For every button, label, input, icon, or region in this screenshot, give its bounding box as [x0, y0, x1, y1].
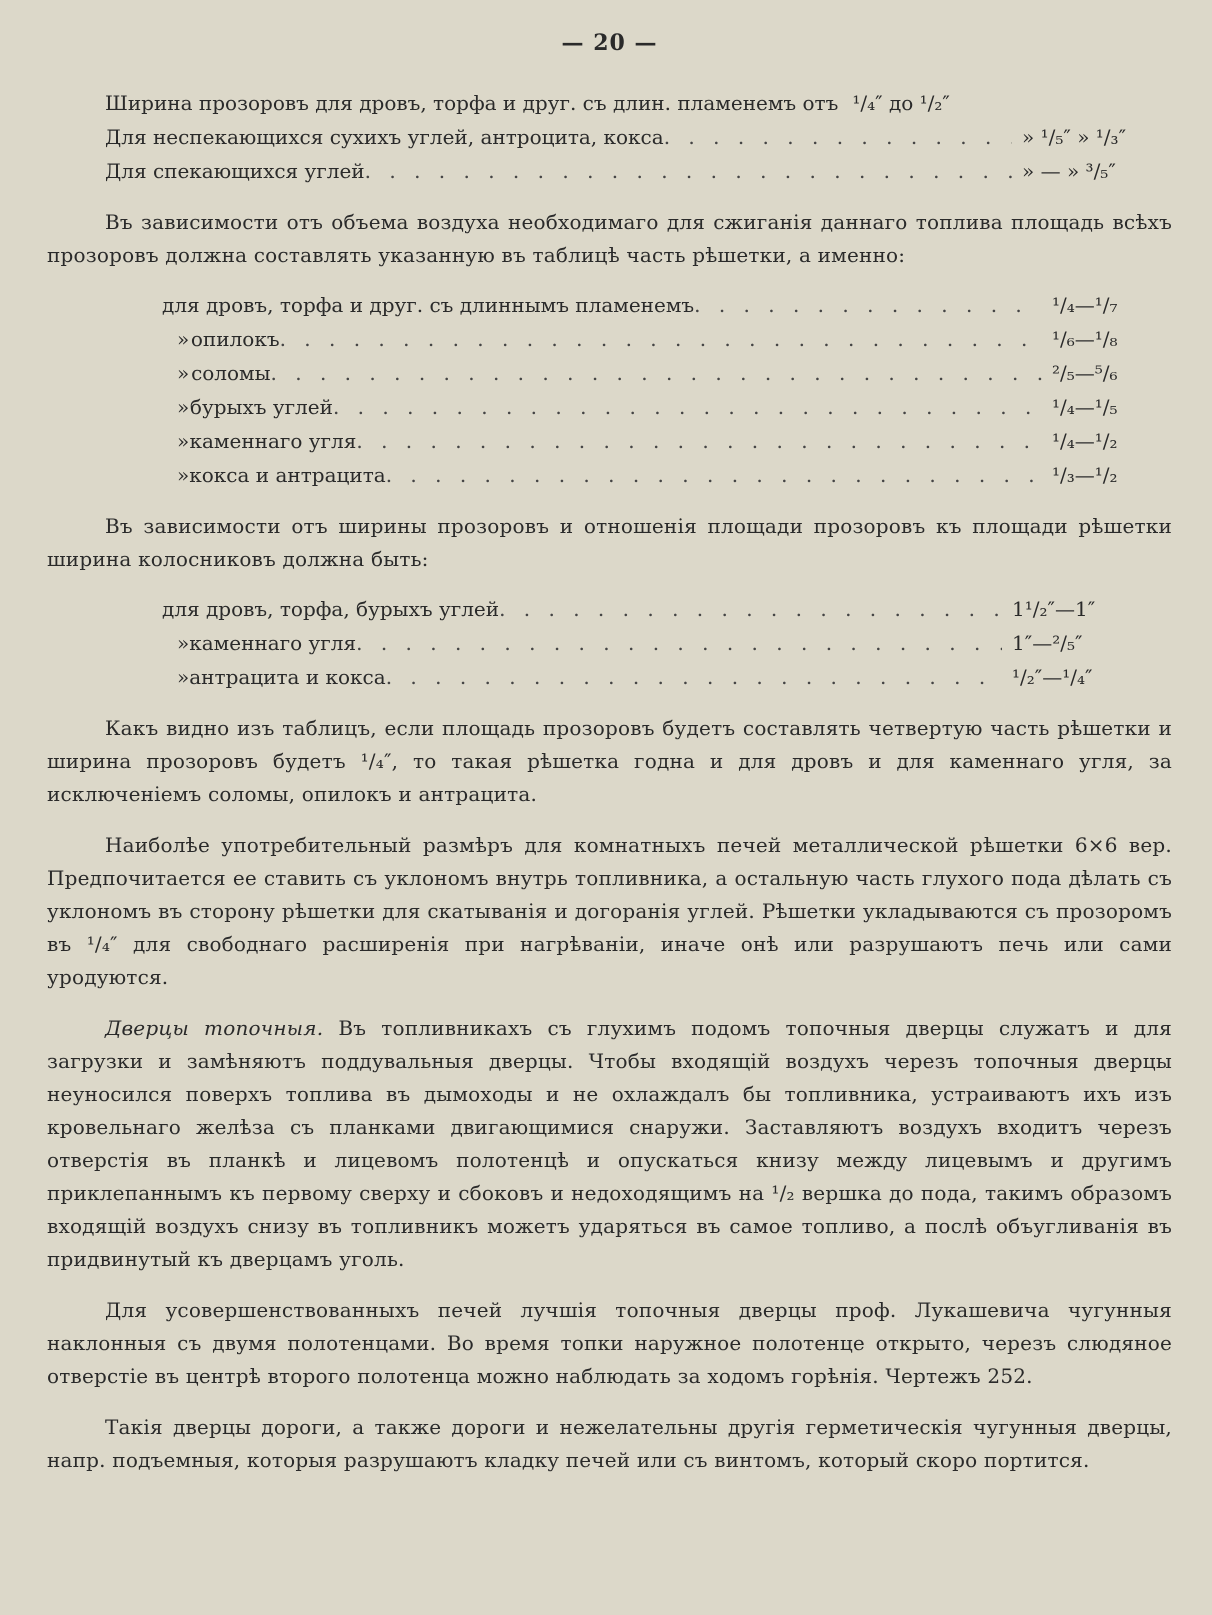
ditto-mark: » — [177, 463, 190, 487]
leader-dots — [386, 458, 1042, 492]
area-value: ¹/₄—¹/₂ — [1052, 429, 1118, 453]
paragraph: Наиболѣе употребительный размѣръ для комнатныхъ печей металлической рѣшетки 6×6 вер. Предпочитается ее ставить съ уклономъ внутрь топливника, а остальную часть глухого пода дѣлать съ уклономъ въ сторону рѣшетки для скатыванія и догоранія углей. Рѣшетки укладываются съ прозоромъ въ ¹/₄″ для свободнаго расширенія при нагрѣваніи, иначе онѣ или разрушаютъ печь или сами уродуются. — [47, 833, 1172, 989]
leader-dots — [271, 356, 1042, 390]
ditto-mark: » — [177, 327, 190, 351]
widths-label: Для неспекающихся сухихъ углей, антроцита, кокса — [105, 125, 664, 149]
widths-label: Ширина прозоровъ для дровъ, торфа и друг. съ длин. пламенемъ отъ — [105, 91, 839, 115]
ditto-mark: » — [177, 631, 190, 655]
area-table — [47, 288, 1172, 492]
paragraph: Такія дверцы дороги, а также дороги и нежелательны другія герметическія чугунныя дверцы, напр. подъемныя, которыя разрушаютъ кладку печей или съ винтомъ, который скоро портится. — [47, 1415, 1172, 1472]
area-row — [162, 288, 1172, 322]
area-value: ¹/₃—¹/₂ — [1052, 463, 1118, 487]
bar-width-row — [177, 660, 1172, 694]
bar-width-value: 1¹/₂″—1″ — [1012, 597, 1096, 621]
widths-row — [105, 154, 1172, 188]
leader-dots — [356, 424, 1042, 458]
area-row — [177, 458, 1172, 492]
paragraph: Для усовершенствованныхъ печей лучшія топочныя дверцы проф. Лукашевича чугунныя наклонныя съ двумя полотенцами. Во время топки наружное полотенце открыто, черезъ слюдяное отверстіе въ центрѣ второго полотенца можно наблюдать за ходомъ горѣнія. Чертежъ 252. — [47, 1298, 1172, 1388]
widths-label: Для спекающихся углей — [105, 159, 365, 183]
leader-dots — [365, 154, 1012, 188]
bar-width-label: антрацита и кокса — [189, 665, 386, 689]
section-title: Дверцы топочныя. — [105, 1016, 324, 1040]
bar-width-value: ¹/₂″—¹/₄″ — [1012, 665, 1093, 689]
area-row — [177, 424, 1172, 458]
leader-dots — [664, 120, 1012, 154]
area-label: бурыхъ углей — [189, 395, 333, 419]
widths-value: » ¹/₅″ » ¹/₃″ — [1022, 125, 1127, 149]
area-row — [177, 322, 1172, 356]
leader-dots — [356, 626, 1002, 660]
bar-width-row — [177, 626, 1172, 660]
ditto-mark: » — [177, 429, 190, 453]
paragraph — [47, 1012, 1172, 1276]
bar-width-table — [47, 592, 1172, 694]
leader-dots — [333, 390, 1042, 424]
leader-dots — [280, 322, 1042, 356]
widths-value: ¹/₄″ до ¹/₂″ — [852, 91, 950, 115]
bar-width-row — [162, 592, 1172, 626]
widths-row — [105, 86, 1172, 120]
area-value: ²/₅—⁵/₆ — [1052, 361, 1118, 385]
ditto-mark: » — [177, 361, 190, 385]
ditto-mark: » — [177, 665, 190, 689]
area-label: соломы — [191, 361, 271, 385]
area-row — [177, 356, 1172, 390]
page-number: — 20 — — [561, 30, 658, 56]
paragraph: Въ зависимости отъ объема воздуха необходимаго для сжиганія даннаго топлива площадь всѣхъ прозоровъ должна составлять указанную въ таблицѣ часть рѣшетки, а именно: — [47, 210, 1172, 267]
leader-dots — [499, 592, 1002, 626]
area-value: ¹/₄—¹/₇ — [1052, 293, 1118, 317]
ditto-mark: » — [177, 395, 190, 419]
bar-width-label: каменнаго угля — [189, 631, 357, 655]
area-value: ¹/₄—¹/₅ — [1052, 395, 1118, 419]
leader-dots — [386, 660, 1002, 694]
widths-row — [105, 120, 1172, 154]
area-label: для дровъ, торфа и друг. съ длиннымъ пламенемъ — [162, 293, 695, 317]
leader-dots — [694, 288, 1042, 322]
area-label: каменнаго угля — [189, 429, 357, 453]
area-row — [177, 390, 1172, 424]
widths-value: » — » ³/₅″ — [1022, 159, 1116, 183]
paragraph: Въ зависимости отъ ширины прозоровъ и отношенія площади прозоровъ къ площади рѣшетки ширина колосниковъ должна быть: — [47, 514, 1172, 571]
bar-width-label: для дровъ, торфа, бурыхъ углей — [162, 597, 500, 621]
bar-width-value: 1″—²/₅″ — [1012, 631, 1083, 655]
area-label: опилокъ — [190, 327, 280, 351]
widths-table — [47, 86, 1172, 188]
paragraph: Какъ видно изъ таблицъ, если площадь прозоровъ будетъ составлять четвертую часть рѣшетки и ширина прозоровъ будетъ ¹/₄″, то такая рѣшетка годна и для дровъ и для каменнаго угля, за исключеніемъ соломы, опилокъ и антрацита. — [47, 716, 1172, 806]
area-label: кокса и антрацита — [189, 463, 386, 487]
paragraph-text: Въ топливникахъ съ глухимъ подомъ топочныя дверцы служатъ и для загрузки и замѣняютъ поддувальныя дверцы. Чтобы входящій воздухъ черезъ топочныя дверцы неуносился поверхъ топлива въ дымоходы и не охлаждалъ бы топливника, устраиваютъ ихъ изъ кровельнаго желѣза съ планками двигающимися снаружи. Заставляютъ воздухъ входитъ черезъ отверстія въ планкѣ и лицевомъ полотенцѣ и опускаться книзу между лицевымъ и другимъ приклепаннымъ къ первому сверху и сбоковъ и недоходящимъ на ¹/₂ вершка до пода, такимъ образомъ входящій воздухъ снизу въ топливникъ можетъ ударяться въ самое топливо, а послѣ объугливанія въ придвинутый къ дверцамъ уголь. — [47, 1016, 1172, 1271]
area-value: ¹/₆—¹/₈ — [1052, 327, 1118, 351]
